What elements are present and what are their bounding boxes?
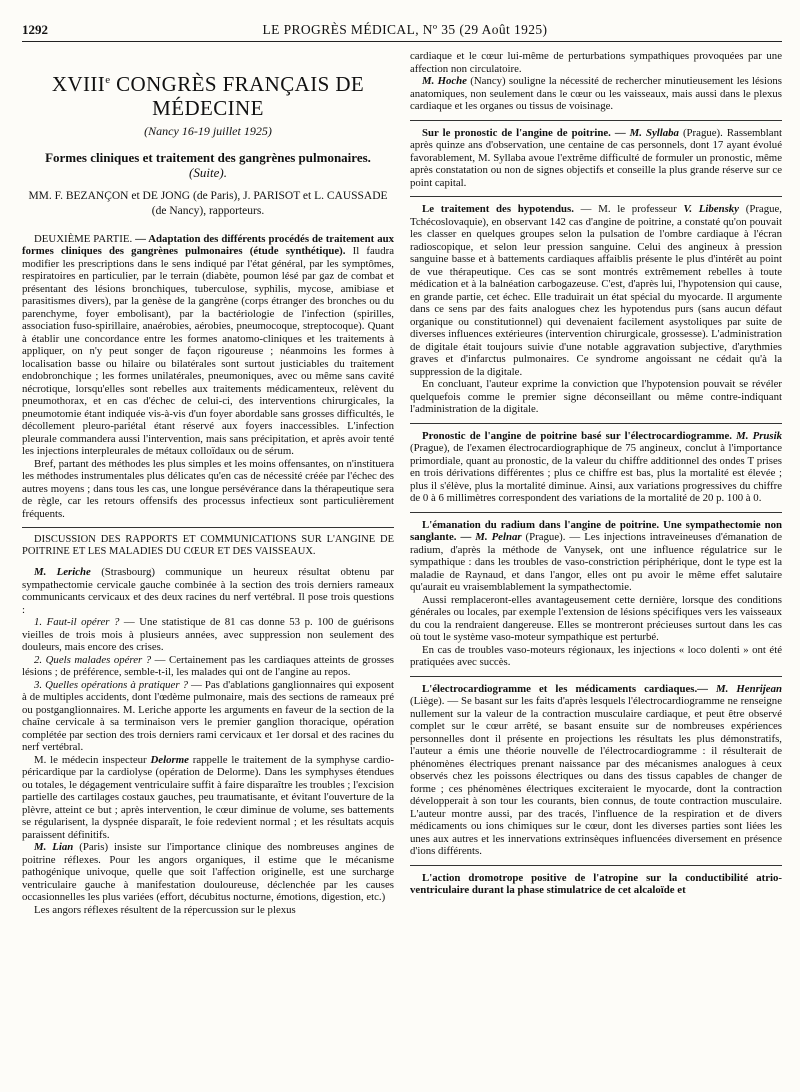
running-header [22, 22, 782, 42]
divider [410, 676, 782, 677]
divider [22, 527, 394, 528]
congress-subtitle: (Nancy 16-19 juillet 1925) [144, 124, 272, 138]
paragraph-syllaba: Sur le pronostic de l'angine de poitrine. — M. Syllaba (Prague). Rassemblant après quinze ans d'observation, une centaine de cas personnels, dont 17 ayant évolué favorablement, M. Syllaba avoue l'extrême difficulté de formuler un pronostic, même après constatation ou non de signes objectifs et conseille la plus grande réserve sur ce point capital. [410, 126, 782, 189]
paragraph-part-two: DEUXIÈME PARTIE. — Adaptation des différents procédés de traitement aux formes cliniques des gangrènes pulmonaires (étude synthétique). Il faudra modifier les prescriptions dans le sens indiqué par l'état général, par les symptômes, respiratoires en particulier, par le terrain (diabète, poumon lésé par gaz de combat et présentant des lésions bronchiques, tuberculose, syphilis, mycose, amibiase et parasitismes divers), par la genèse de la gangrène (corps étranger des bronches ou du parenchyme, foyer embolisant), par la bactériologie de l'infection (spirilles, association fuso-spirillaire, anaérobies, aérobies, pneumocoque, streptocoque). Quant à établir une concordance entre les formes anatomo-cliniques et les traitements à appliquer, on n'y peut songer de façon rigoureuse ; néanmoins les formes à localisation basse ou hilaire ou bilatérales sont surtout justiciables du traitement endobronchique ; les formes unilatérales, pneumoniques, avec ou même sans cavité nécrotique, lorsqu'elles sont rebelles aux traitements médicamenteux, relèvent du pneumothorax, et en cas d'échec de celui-ci, des interventions chirurgicales, la pneumotomie étant indiquée vis-à-vis d'un foyer abordable sans grosses difficultés, le décollement pleuro-pariétal étant réservé aux foyers inaccessibles. L'infection pleurale commandera aussi l'intervention, mais sans précipitation, et après avoir tenté les injections interpleurales de métaux colloïdaux ou de sérum. [22, 232, 394, 457]
paragraph-henrijean: L'électrocardiogramme et les médicaments cardiaques.— M. Henrijean (Liège). — Se basant sur les faits d'après lesquels l'électrocardiogramme ne renseigne nullement sur la valeur de la contraction musculaire cardiaque, et peut être observé complet sur le cœur arrêté, se basant ensuite sur de nombreuses expériences personnelles dont il présente en projections les résultats les plus démonstratifs, l'auteur a émis une théorie nouvelle de l'électrocardiogramme : il résulterait de phénomènes électriques prenant naissance par des mécanismes analogues à ceux observés chez les poissons électriques ou dans des tissus capables de changer de forme ; ces phénomènes électriques exciteraient le myocarde, dont la contraction développerait à son tour les courants, bien connus, de toute contraction musculaire. L'auteur montre aussi, par des tracés, l'influence de la respiration et de divers médicaments ou ions chimiques sur le cœur, dont les diverses parties sont liées les unes aux autres et les innervations extrinsèques influencées diversement en présence d'ions différents. [410, 682, 782, 857]
divider [410, 512, 782, 513]
divider [410, 196, 782, 197]
paragraph-continued: cardiaque et le cœur lui-même de perturbations sympathiques provoquées par une affection non circulatoire. [410, 50, 782, 75]
paragraph-libensky-conclusion: En concluant, l'auteur exprime la conviction que l'hypotension pouvait se révéler quelquefois comme le premier signe déconseillant ou même contre-indiquant l'administration de la digitale. [410, 378, 782, 415]
right-column [410, 50, 782, 1090]
paragraph-lian: M. Lian (Paris) insiste sur l'importance clinique des nombreuses angines de poitrine réflexes. Pour les angors organiques, il estime que le mécanisme pathogénique univoque, quelle que soit l'affection originelle, est une surcharge ventriculaire gauche à manifestation douloureuse, déclenchée par les causes occasionnelles les plus variées (effort, décubitus nocturne, émotions, digestion, etc.) [22, 841, 394, 903]
question-2: 2. Quels malades opérer ? — Certainement pas les cardiaques atteints de grosses lésions ; de préférence, semble-t-il, les malades qui ont de l'angine au repos. [22, 653, 394, 678]
paragraph-leriche: M. Leriche (Strasbourg) communique un heureux résultat obtenu par sympathectomie cervicale gauche combinée à la section des trois derniers rameaux communicants cervicaux et des deux racines du nerf vertébral. Il pose trois questions : [22, 566, 394, 616]
question-1: 1. Faut-il opérer ? — Une statistique de 81 cas donne 53 p. 100 de guérisons vieilles de trois mois à plusieurs années, avec suppression non seulement des douleurs, mais encore des crises. [22, 616, 394, 653]
question-3: 3. Quelles opérations à pratiquer ? — Pas d'ablations ganglionnaires qui exposent à de multiples accidents, dont l'œdème pulmonaire, mais des sections de rameaux pré ou postganglionnaires. M. Leriche apporte les arguments en faveur de la section de la chaîne cervicale à sa terminaison vers le premier ganglion thoracique, opération complétée par section des trois derniers rami cervicaux et 1er dorsal et des racines du nerf vertébral. [22, 678, 394, 753]
left-column [22, 50, 394, 1090]
divider [410, 120, 782, 121]
paragraph-delorme: M. le médecin inspecteur Delorme rappelle le traitement de la symphyse cardio-péricardique par la cardiolyse (opération de Delorme). Dans les symphyses étendues ou totales, le dégagement ventriculaire suffit à faire disparaître les troubles ; l'excision partielle des cartilages costaux gauches, peu traumatisante, et évitant l'ouverture de la plèvre, atteint ce but ; après intervention, le cœur diminue de volume, ses battements se régularisent, la dyspnée disparaît, le foie redevient normal ; et les résultats acquis paraissent définitifs. [22, 753, 394, 841]
running-title: LE PROGRÈS MÉDICAL, Nº 35 (29 Août 1925) [262, 22, 548, 37]
page-number: 1292 [22, 22, 48, 37]
paragraph-prusik: Pronostic de l'angine de poitrine basé sur l'électrocardiogramme. M. Prusik (Prague), de l'examen électrocardiographique de 75 angineux, conclut à l'importance primordiale, quant au pronostic, de la valeur du chiffre additionnel des ondes T prises en trois dérivations différentes ; plus ce chiffre est bas, plus la mortalité est élevée ; plus il s'élève, plus la mortalité diminue. Ainsi, aux variations progressives du chiffre de 0 à 6 millimètres correspondent des variations de la mortalité de 20 p. 100 à 0. [410, 429, 782, 504]
paragraph-pelnar: L'émanation du radium dans l'angine de poitrine. Une sympathectomie non sanglante. — M. Pelnar (Prague). — Les injections intraveineuses d'émanation de radium, d'après la méthode de Vanysek, ont une influence régulatrice sur le sympathique : dans les troubles de vaso-constriction périphérique, dont le type est la maladie de Raynaud, et dans l'angor, elles ont pu avoir le même effet salutaire qu'aurait eu vraisemblablement la sympathectomie. [410, 518, 782, 593]
paragraph-pelnar-3: En cas de troubles vaso-moteurs régionaux, les injections « loco dolenti » ont été pratiquées avec succès. [410, 643, 782, 668]
section-title: Formes cliniques et traitement des gangrènes pulmonaires. (Suite). [45, 149, 371, 180]
paragraph-hoche: M. Hoche (Nancy) souligne la nécessité de rechercher minutieusement les lésions anatomiques, non seulement dans le cœur ou les vaisseaux, mais aussi dans le plexus cardiaque et les organes ou tissus de voisinage. [410, 75, 782, 112]
discussion-heading: DISCUSSION DES RAPPORTS ET COMMUNICATIONS SUR L'ANGINE DE POITRINE ET LES MALADIES DU CŒUR ET DES VAISSEAUX. [22, 534, 394, 557]
final-heading: L'action dromotrope positive de l'atropine sur la conductibilité atrio-ventriculaire durant la phase stimulatrice de cet alcaloïde et [410, 871, 782, 896]
authors: MM. F. BEZANÇON et DE JONG (de Paris), J. PARISOT et L. CAUSSADE (de Nancy), rapporteurs. [28, 189, 388, 217]
paragraph-pelnar-2: Aussi remplaceront-elles avantageusement cette dernière, lorsque des conditions générales ou locales, par exemple l'extension de lésions spécifiques vers les vaisseaux du cou la rendraient dangereuse. Elles se montreront précieuses surtout dans les cas où tout le système vaso-moteur sympathique est perturbé. [410, 593, 782, 643]
paragraph-libensky: Le traitement des hypotendus. — M. le professeur V. Libensky (Prague, Tchécoslovaquie), en observant 142 cas d'angine de poitrine, a constaté qu'on pouvait les classer en quelques groupes selon la pulsation de l'ombre cardiaque à l'écran radioscopique, et selon leur pression sanguine. Celui des angineux à pression sanguine basse et à battements cardiaques affaiblis présente le plus d'intérêt au point de vue thérapeutique. Ces cas se sont montrés extrêmement rebelles à toute médication et à la balnéation carbogazeuse. C'est, d'après lui, l'hypotension qui cause, en grande partie, cet échec. Elle traduirait un état spécial du myocarde. Il argumente dans ce sens par des faits analogues chez les hypotendus purs (sans aucun défaut organique ou constitutionnel) qui devenaient facilement asystoliques par suite de diverses influences extérieures (intervention chirurgicale, grossesse). L'administration de digitale était toujours suivie d'une notable aggravation subjective, d'arythmies graves et d'infarctus pulmonaires. Ce syndrome angoissant ne cédait qu'à la suppression de la digitale. [410, 203, 782, 378]
divider [410, 865, 782, 866]
divider [410, 423, 782, 424]
congress-title: XVIIIe CONGRÈS FRANÇAIS DE MÉDECINE [51, 72, 365, 120]
paragraph-lian-cont: Les angors réflexes résultent de la répercussion sur le plexus [34, 903, 296, 916]
paragraph-bref: Bref, partant des méthodes les plus simples et les moins offensantes, on n'instituera les méthodes instrumentales plus délicates qu'en cas de nécessité créée par l'échec des autres moyens ; dans tous les cas, une longue persévérance dans la thérapeutique sera de règle, car les retours offensifs des processus infectieux sont particulièrement fréquents. [22, 457, 394, 520]
